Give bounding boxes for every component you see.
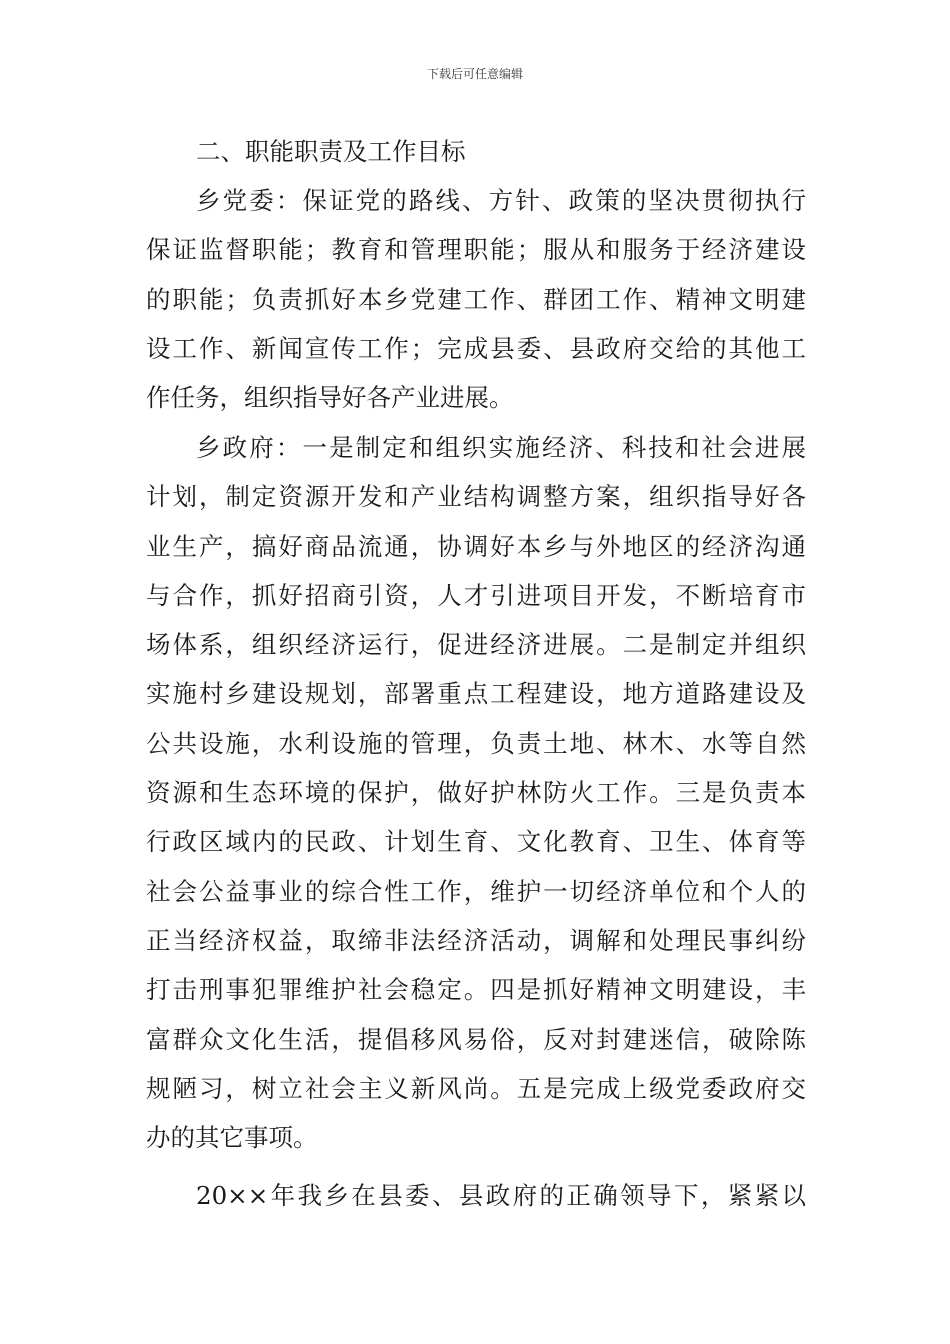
text-line: 计划，制定资源开发和产业结构调整方案，组织指导好各 [146, 482, 806, 512]
text-line: 与合作，抓好招商引资，人才引进项目开发，不断培育市 [146, 580, 806, 610]
text-line: 打击刑事犯罪维护社会稳定。四是抓好精神文明建设，丰 [146, 975, 806, 1005]
text-line: 保证监督职能；教育和管理职能；服从和服务于经济建设 [146, 235, 806, 265]
text-line: 乡党委：保证党的路线、方针、政策的坚决贯彻执行 [196, 186, 806, 215]
text-line: 办的其它事项。 [146, 1123, 318, 1153]
text-line: 正当经济权益，取缔非法经济活动，调解和处理民事纠纷 [146, 925, 806, 955]
text-line: 业生产，搞好商品流通，协调好本乡与外地区的经济沟通 [146, 531, 806, 561]
page-header-note: 下载后可任意编辑 [426, 67, 523, 81]
text-line: 行政区域内的民政、计划生育、文化教育、卫生、体育等 [146, 827, 806, 857]
text-line: 公共设施，水利设施的管理，负责土地、林木、水等自然 [146, 728, 806, 758]
text-line: 社会公益事业的综合性工作，维护一切经济单位和个人的 [146, 876, 806, 906]
paragraph-party-committee [146, 176, 806, 422]
text-line: 的职能；负责抓好本乡党建工作、群团工作、精神文明建 [146, 284, 806, 314]
paragraph-township-government [146, 423, 806, 1162]
paragraph-year-summary [146, 1171, 806, 1220]
text-line: 实施村乡建设规划，部署重点工程建设，地方道路建设及 [146, 679, 806, 709]
text-line: 作任务，组织指导好各产业进展。 [146, 383, 514, 413]
section-heading: 二、职能职责及工作目标 [196, 137, 466, 166]
text-line: 20××年我乡在县委、县政府的正确领导下，紧紧以 [196, 1181, 806, 1210]
text-line: 设工作、新闻宣传工作；完成县委、县政府交给的其他工 [146, 333, 806, 363]
text-line: 规陋习，树立社会主义新风尚。五是完成上级党委政府交 [146, 1073, 806, 1103]
text-line: 场体系，组织经济运行，促进经济进展。二是制定并组织 [146, 630, 806, 660]
text-line: 乡政府：一是制定和组织实施经济、科技和社会进展 [196, 433, 806, 462]
text-line: 富群众文化生活，提倡移风易俗，反对封建迷信，破除陈 [146, 1024, 806, 1054]
text-line: 资源和生态环境的保护，做好护林防火工作。三是负责本 [146, 778, 806, 808]
